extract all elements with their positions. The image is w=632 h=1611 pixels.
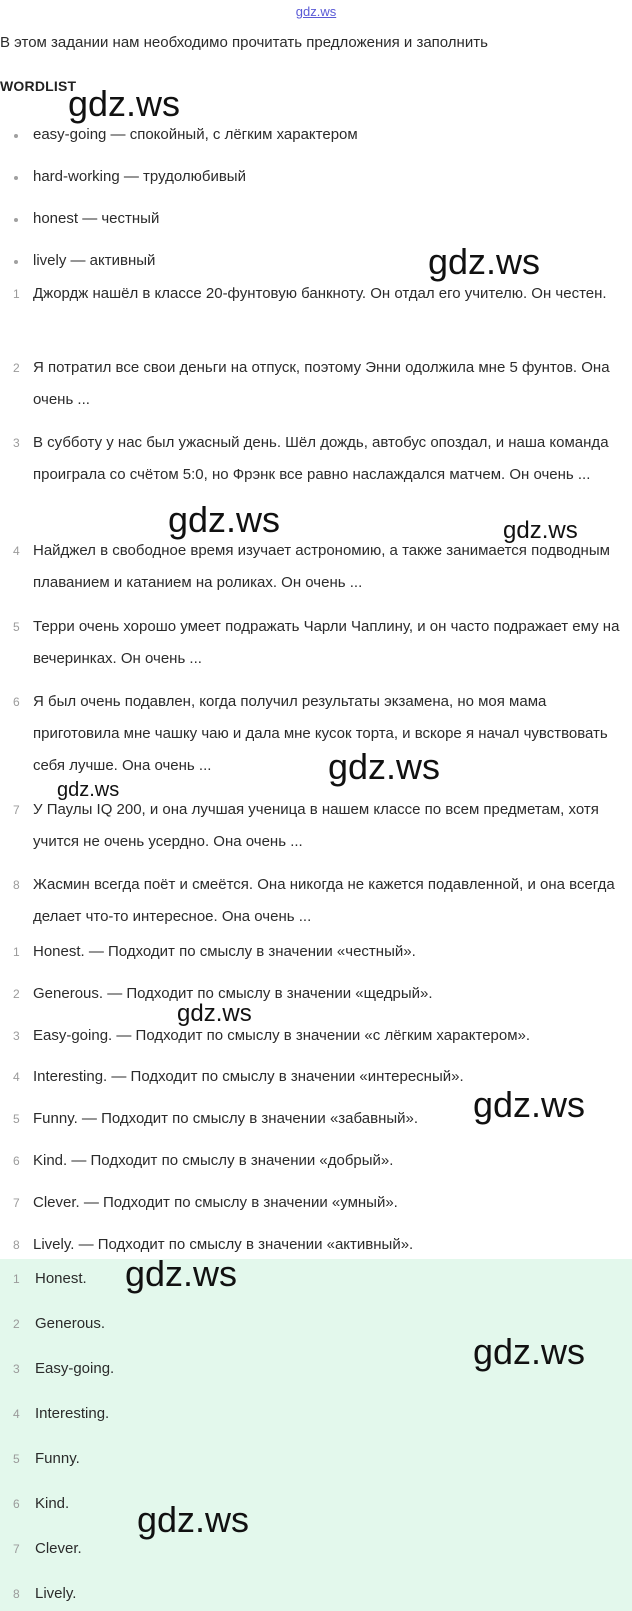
- question-item: 3 В субботу у нас был ужасный день. Шёл дождь, автобус опоздал, и наша команда проиграла со счётом 5:0, но Фрэнк все равно наслаждался матчем. Он очень ...: [13, 434, 609, 483]
- intro-text: В этом задании нам необходимо прочитать предложения и заполнить: [0, 34, 488, 51]
- watermark: gdz.ws: [503, 517, 578, 544]
- question-item: 5 Терри очень хорошо умеет подражать Чарли Чаплину, и он часто подражает ему на вечеринках. Он очень ...: [13, 618, 620, 667]
- watermark: gdz.ws: [57, 779, 120, 801]
- question-item: 1 Джордж нашёл в классе 20-фунтовую банкноту. Он отдал его учителю. Он честен.: [13, 285, 607, 302]
- question-item: 4 Найджел в свободное время изучает астрономию, а также занимается подводным плаванием и катанием на роликах. Он очень ...: [13, 542, 610, 591]
- watermark: gdz.ws: [428, 241, 541, 282]
- watermark: gdz.ws: [168, 499, 281, 540]
- bullet-icon: [14, 176, 18, 180]
- bullet-icon: [14, 134, 18, 138]
- watermark: gdz.ws: [473, 1084, 586, 1125]
- question-item: 8 Жасмин всегда поёт и смеётся. Она никогда не кажется подавленной, и она всегда делает что-то интересное. Она очень ...: [13, 876, 615, 925]
- site-link[interactable]: gdz.ws: [295, 4, 337, 19]
- watermark: gdz.ws: [473, 1331, 586, 1372]
- question-item: 6 Я был очень подавлен, когда получил результаты экзамена, но моя мама приготовила мне чашку чаю и дала мне кусок торта, и вскоре я начал чувствовать себя лучше. Она очень ...: [13, 693, 608, 774]
- watermark: gdz.ws: [68, 83, 181, 124]
- wordlist-heading: WORDLIST: [0, 78, 77, 94]
- watermark: gdz.ws: [137, 1499, 250, 1540]
- answers-box: [0, 1259, 632, 1611]
- watermark: gdz.ws: [328, 746, 441, 787]
- watermark: gdz.ws: [125, 1253, 238, 1294]
- question-item: 7 У Паулы IQ 200, и она лучшая ученица в нашем классе по всем предметам, хотя учится не очень усердно. Она очень ...: [13, 801, 599, 850]
- bullet-icon: [14, 260, 18, 264]
- question-item: 2 Я потратил все свои деньги на отпуск, поэтому Энни одолжила мне 5 фунтов. Она очень ...: [13, 359, 610, 408]
- bullet-icon: [14, 218, 18, 222]
- watermark: gdz.ws: [177, 1000, 252, 1027]
